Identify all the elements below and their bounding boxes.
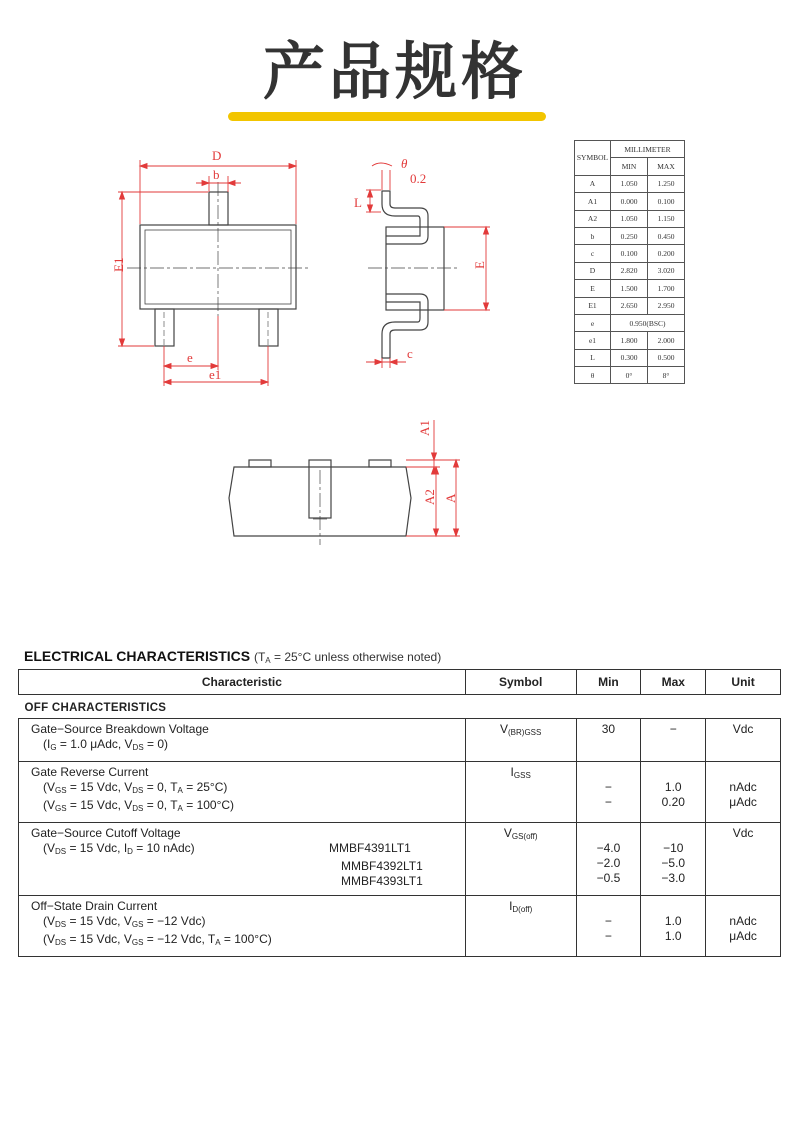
- dim-label-L: L: [354, 195, 362, 210]
- section-row: [19, 695, 781, 719]
- dim-label-A: A: [443, 493, 458, 503]
- header-symbol: Symbol: [465, 670, 576, 695]
- table-row: e 0.950(BSC): [575, 314, 685, 331]
- dim-label-theta: θ: [401, 156, 408, 171]
- table-row: A2 1.050 1.150: [575, 210, 685, 227]
- dim-header-max: MAX: [648, 158, 685, 175]
- dim-label-E1: E1: [111, 257, 126, 272]
- dim-label-e1: e1: [209, 367, 222, 382]
- table-row: A 1.050 1.250: [575, 175, 685, 192]
- dim-header-unit: MILLIMETER: [611, 141, 685, 158]
- table-row: Gate Reverse Current ($V_{GS} = 15$ Vdc, $V_{DS} = 0$, $T_A = 25^\circ C$) ($V_{GS} = 15$ Vdc, $V_{DS} = 0$, $T_A = 100^\circ C$) $I_{GSS}$ − − 1.0 0.20 nAdc μAdc: [19, 762, 781, 823]
- top-view: [127, 182, 310, 348]
- dim-label-A1: A1: [417, 420, 432, 436]
- dim-label-e: e: [187, 350, 193, 365]
- table-row: D 2.820 3.020: [575, 262, 685, 279]
- table-header-row: [19, 670, 781, 695]
- header-characteristic: Characteristic: [19, 670, 466, 695]
- dim-header-min: MIN: [611, 158, 648, 175]
- table-row: Gate−Source Cutoff Voltage ($V_{DS} = 15$ Vdc, $I_D = 10$ nAdc) MMBF4391LT1 MMBF4392LT1 MMBF4393LT1 $V_{GS(off)}$ −4.0 −2.0 −0.5 −10 −5.0 −3.0 Vdc: [19, 823, 781, 896]
- dim-label-c: c: [407, 346, 413, 361]
- header-max: Max: [641, 670, 706, 695]
- dimension-table: [574, 140, 685, 384]
- dim-header-symbol: SYMBOL: [575, 141, 611, 176]
- table-row: Off−State Drain Current ($V_{DS} = 15$ Vdc, $V_{GS} = -12$ Vdc) ($V_{DS} = 15$ Vdc, $V_{GS} = -12$ Vdc, $T_A = 100^\circ C$) $I_{D(off)}$ − − 1.0 1.0 nAdc μAdc: [19, 896, 781, 957]
- table-row: E 1.500 1.700: [575, 280, 685, 297]
- table-row: c 0.100 0.200: [575, 245, 685, 262]
- front-view-dimensions: [406, 420, 460, 536]
- table-row: A1 0.000 0.100: [575, 193, 685, 210]
- page-title: 产品规格: [262, 35, 527, 108]
- table-row: θ 0° 8°: [575, 367, 685, 384]
- dim-label-E: E: [472, 261, 487, 269]
- header-unit: Unit: [706, 670, 781, 695]
- header-min: Min: [576, 670, 641, 695]
- dim-label-b: b: [213, 167, 220, 182]
- table-row: Gate−Source Breakdown Voltage ($I_G = 1.0$ μAdc, $V_{DS} = 0$) $V_{(BR)GSS}$ 30 − Vdc: [19, 719, 781, 762]
- side-view: [368, 191, 460, 358]
- section-title: OFF CHARACTERISTICS: [24, 702, 167, 714]
- dim-label-A2: A2: [422, 489, 437, 505]
- table-row: e1 1.800 2.000: [575, 332, 685, 349]
- dim-label-angle: 0.2: [410, 171, 427, 186]
- table-row: b 0.250 0.450: [575, 227, 685, 244]
- front-view: [229, 460, 411, 545]
- electrical-title: ELECTRICAL CHARACTERISTICS ($T_A = 25^\circ C$ unless otherwise noted): [24, 648, 442, 665]
- table-row: E1 2.650 2.950: [575, 297, 685, 314]
- dim-label-D: D: [212, 148, 222, 163]
- table-row: L 0.300 0.500: [575, 349, 685, 366]
- electrical-table: [18, 669, 781, 957]
